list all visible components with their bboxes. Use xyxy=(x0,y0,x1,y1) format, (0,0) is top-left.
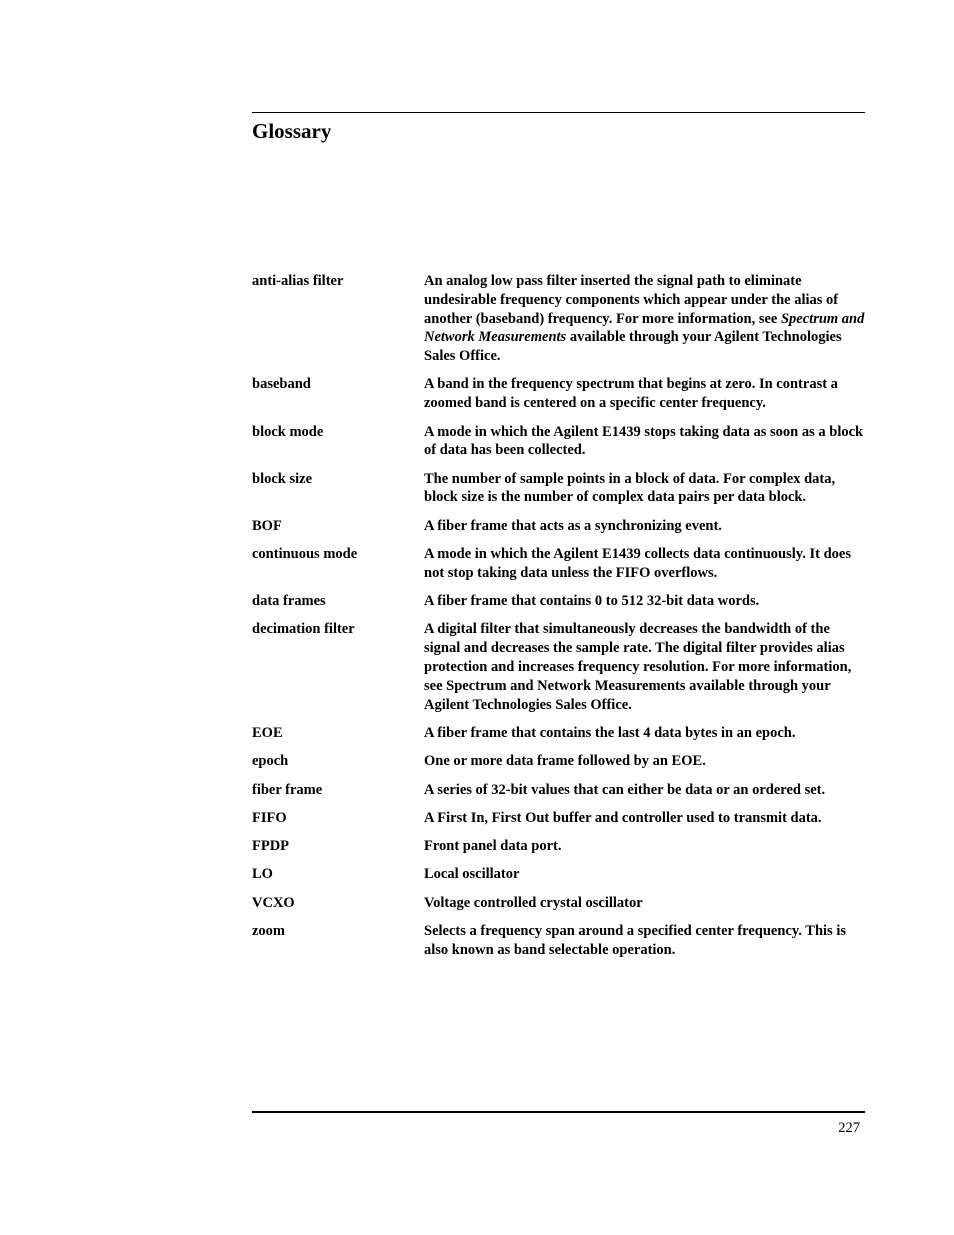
glossary-definition: A mode in which the Agilent E1439 stops taking data as soon as a block of data has been collected. xyxy=(424,423,864,459)
glossary-entry xyxy=(252,470,865,508)
glossary-term: continuous mode xyxy=(252,546,358,563)
glossary-entry xyxy=(252,517,865,536)
glossary-term: FIFO xyxy=(252,809,287,826)
glossary-term: LO xyxy=(252,866,273,883)
glossary-term: VCXO xyxy=(252,894,295,911)
glossary-term: baseband xyxy=(252,376,311,393)
glossary-entry xyxy=(252,837,865,856)
page-number: 227 xyxy=(838,1120,860,1136)
glossary-definition: Voltage controlled crystal oscillator xyxy=(424,894,643,911)
definition-text: An analog low pass filter inserted the signal path to eliminate undesirable frequency components which appear under the alias of another (baseband) frequency. For more information, see xyxy=(424,273,839,327)
glossary-definition: A mode in which the Agilent E1439 collects data continuously. It does not stop taking data unless the FIFO overflows. xyxy=(424,546,851,581)
glossary-term: block size xyxy=(252,470,313,487)
glossary-definition: A fiber frame that contains the last 4 data bytes in an epoch. xyxy=(424,724,796,741)
glossary-term: decimation filter xyxy=(252,621,355,638)
glossary-definition: A series of 32-bit values that can either be data or an ordered set. xyxy=(424,781,826,798)
glossary-entry xyxy=(252,620,865,714)
glossary-term: data frames xyxy=(252,593,326,610)
glossary-definition: A fiber frame that contains 0 to 512 32-bit data words. xyxy=(424,593,760,610)
glossary-definition: A band in the frequency spectrum that begins at zero. In contrast a zoomed band is centered on a specific center frequency. xyxy=(424,376,838,412)
glossary-term: epoch xyxy=(252,753,289,770)
glossary-entry xyxy=(252,894,865,913)
header-rule xyxy=(252,112,865,113)
glossary-term: BOF xyxy=(252,517,282,534)
glossary-entry xyxy=(252,592,865,611)
footer-rule xyxy=(252,1111,865,1113)
glossary-definition: Local oscillator xyxy=(424,866,520,883)
glossary-definition: One or more data frame followed by an EOE. xyxy=(424,753,706,770)
glossary-entry xyxy=(252,752,865,771)
glossary-entry xyxy=(252,922,865,960)
glossary-entry xyxy=(252,781,865,800)
glossary-definition: A digital filter that simultaneously decreases the bandwidth of the signal and decreases the sample rate. The digital filter provides alias protection and increases frequency resolution. For more information, see Spectrum and Network Measurements available through your Agilent Technologies Sales Office. xyxy=(424,621,852,713)
glossary-term: zoom xyxy=(252,923,286,940)
glossary-definition: The number of sample points in a block of data. For complex data, block size is the number of complex data pairs per data block. xyxy=(424,470,836,506)
glossary-entry xyxy=(252,724,865,743)
glossary-entry xyxy=(252,375,865,413)
glossary-term: anti-alias filter xyxy=(252,273,344,289)
glossary-definition: Selects a frequency span around a specified center frequency. This is also known as band selectable operation. xyxy=(424,923,846,958)
glossary-term: EOE xyxy=(252,724,283,741)
definition-italic-title: Spectrum and Network Measurements xyxy=(424,310,865,346)
glossary-entry xyxy=(252,809,865,828)
glossary-definition: Front panel data port. xyxy=(424,838,562,855)
page-title: Glossary xyxy=(252,119,332,143)
glossary-entry xyxy=(252,423,865,461)
glossary-definition: A fiber frame that acts as a synchronizing event. xyxy=(424,517,722,534)
glossary-definition: A First In, First Out buffer and controller used to transmit data. xyxy=(424,809,822,826)
glossary-list xyxy=(252,272,865,969)
glossary-term: block mode xyxy=(252,423,324,440)
glossary-entry xyxy=(252,865,865,884)
glossary-entry xyxy=(252,545,865,583)
glossary-term: FPDP xyxy=(252,838,290,855)
glossary-definition xyxy=(424,272,865,366)
definition-text: available through your Agilent Technologies Sales Office. xyxy=(424,329,842,365)
glossary-term: fiber frame xyxy=(252,781,323,798)
glossary-entry xyxy=(252,272,865,366)
